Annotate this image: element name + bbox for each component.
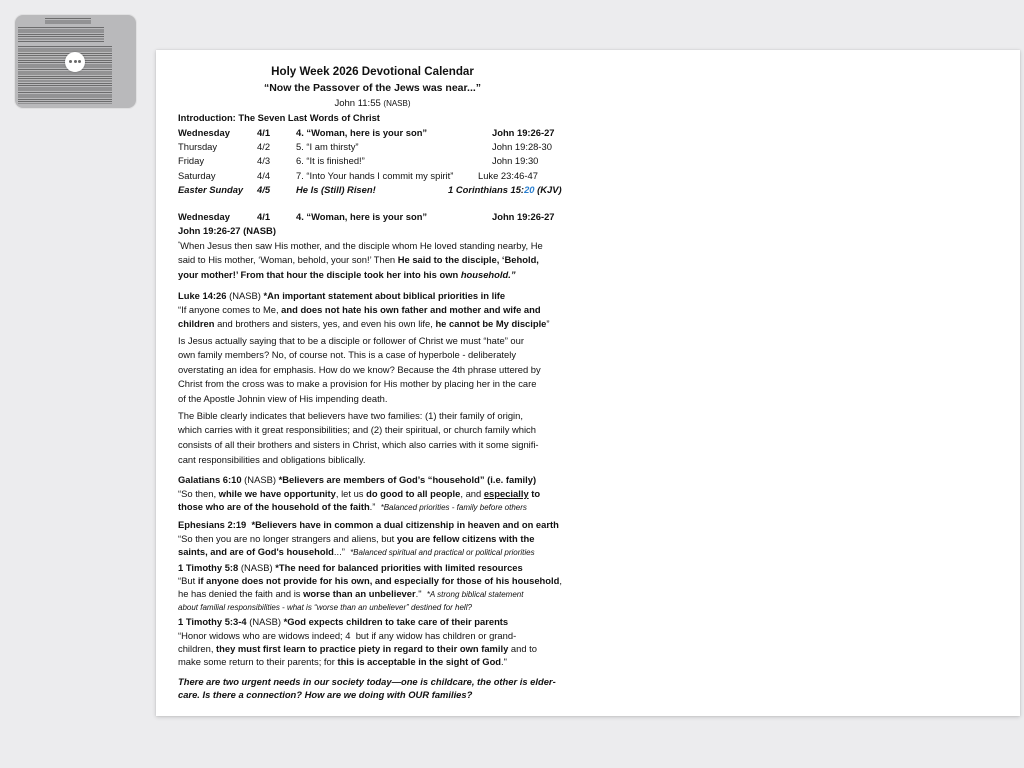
text-run: *God expects children to take care of their parents: [283, 616, 509, 628]
text-line: [178, 675, 567, 688]
text-line: [178, 629, 567, 642]
calendar-word: 4. “Woman, here is your son”: [296, 126, 428, 138]
calendar-day: Wednesday: [178, 126, 230, 138]
text-line: [178, 438, 567, 453]
text-run: ...”: [333, 546, 351, 558]
text-run: (NASB): [246, 616, 284, 628]
text-line: [178, 409, 567, 424]
document-page: [156, 50, 1020, 716]
section-passage-john-19-26-27: [178, 239, 567, 283]
text-run: especially: [483, 487, 529, 499]
calendar-row: [178, 126, 567, 140]
text-run: said to His mother, ‘Woman, behold, your son!’ Then: [178, 254, 398, 266]
calendar-row: [178, 154, 567, 168]
calendar-reference: John 19:26-27: [492, 126, 555, 138]
text-line: [178, 317, 567, 331]
text-run: of the Apostle Johnin view of His impending death.: [178, 392, 388, 404]
text-run: When Jesus then saw His mother, and the disciple whom He loved standing nearby, He: [180, 239, 543, 251]
ellipsis-icon: [68, 60, 82, 64]
calendar-reference: [448, 183, 562, 197]
calendar-day: Easter Sunday: [178, 184, 244, 196]
section-closing-question: [178, 675, 567, 701]
text-run: *An important statement about biblical priorities in life: [263, 289, 506, 301]
calendar-day: Saturday: [178, 169, 216, 181]
text-line: [178, 532, 567, 546]
text-run: and to: [508, 642, 537, 654]
text-run: Is Jesus actually saying that to be a disciple or follower of Christ we must “hate” our: [178, 334, 524, 346]
text-line: [178, 655, 567, 668]
calendar-word: He Is (Still) Risen!: [296, 184, 376, 196]
calendar-date: 4/5: [257, 184, 271, 196]
text-run: and does not hate his own father and mother and wife and: [281, 303, 541, 315]
text-run: consists of all their brothers and sisters in Christ, which also carries with it some signifi-: [178, 438, 539, 450]
document-text-column: [178, 64, 567, 702]
theme-scripture-reference: [178, 97, 567, 111]
text-line: [178, 473, 567, 487]
text-run: your mother!’ From that hour the disciple took her into his own: [178, 268, 461, 280]
text-run: household.”: [460, 268, 516, 280]
section-two-families-paragraph: [178, 409, 567, 468]
text-run: .”: [369, 501, 381, 513]
text-run: Ephesians 2:19 *Believers have in common a dual citizenship in heaven and on earth: [178, 519, 559, 531]
text-line: [178, 561, 567, 574]
text-line: [178, 392, 567, 407]
text-line: [178, 642, 567, 655]
text-run: “: [178, 240, 181, 248]
text-line: [178, 600, 567, 613]
section-hyperbole-paragraph: [178, 334, 567, 407]
text-run: children: [178, 317, 215, 329]
text-line: [178, 334, 567, 349]
page-thumbnail[interactable]: [15, 15, 136, 108]
text-run: and brothers and sisters, yes, and even his own life,: [214, 317, 436, 329]
text-run: The Bible clearly indicates that believers have two families: (1) their family of origin,: [178, 409, 523, 421]
text-line: [178, 574, 567, 587]
calendar-day: Friday: [178, 155, 205, 167]
text-line: [178, 363, 567, 378]
section-ephesians-2-19: [178, 518, 567, 559]
thumbnail-table-preview: [18, 27, 104, 43]
text-line: [178, 377, 567, 392]
text-run: *Balanced priorities - family before others: [380, 503, 527, 513]
thumbnail-menu-button[interactable]: [65, 52, 85, 72]
calendar-date: 4/2: [257, 140, 271, 152]
calendar-row: [178, 183, 567, 197]
calendar-word: 5. “I am thirsty”: [296, 140, 359, 152]
text-run: Galatians 6:10: [178, 474, 242, 486]
text-run: overstating an idea for emphasis. How do we know? Because the 4th phrase uttered by: [178, 363, 541, 375]
text-run: to: [528, 487, 541, 499]
text-run: Christ from the cross was to make a provision for His mother by placing her in the care: [178, 378, 537, 390]
ref-verse-highlight: 20: [524, 184, 535, 196]
text-line: [178, 587, 567, 600]
today-word: 4. “Woman, here is your son”: [296, 210, 428, 222]
text-run: they must first learn to practice piety in regard to their own family: [216, 642, 509, 654]
calendar-date: 4/4: [257, 169, 271, 181]
text-run: make some return to their parents; for: [178, 656, 338, 668]
text-run: this is acceptable in the sight of God: [337, 656, 502, 668]
text-run: .": [415, 588, 427, 600]
text-run: (NASB): [238, 562, 276, 574]
text-line: [178, 348, 567, 363]
section-galatians-6-10: [178, 473, 567, 514]
text-line: [178, 303, 567, 317]
text-run: ”: [546, 317, 550, 329]
calendar-word: 6. “It is finished!”: [296, 155, 365, 167]
text-line: [178, 423, 567, 438]
text-run: *The need for balanced priorities with limited resources: [275, 562, 523, 574]
reading-reference-heading: John 19:26-27 (NASB): [178, 225, 276, 237]
text-line: [178, 289, 567, 303]
text-run: 1 Timothy 5:8: [178, 562, 239, 574]
text-run: “But: [178, 575, 198, 587]
text-run: worse than an unbeliever: [303, 588, 416, 600]
text-run: those who are of the household of the faith: [178, 501, 370, 513]
thumbnail-title-preview: [45, 18, 91, 25]
text-run: cant responsibilities and obligations biblically.: [178, 453, 366, 465]
document-subtitle: “Now the Passover of the Jews was near...”: [263, 82, 482, 94]
text-run: care. Is there a connection? How are we doing with OUR families?: [178, 689, 473, 701]
text-run: 1 Timothy 5:3-4: [178, 616, 247, 628]
calendar-date: 4/3: [257, 155, 271, 167]
calendar-date: 4/1: [257, 126, 271, 138]
ref-book: 1 Corinthians 15:: [448, 184, 525, 196]
section-1-timothy-5-3-4: [178, 615, 567, 669]
text-run: *A strong biblical statement: [426, 590, 524, 600]
text-line: [178, 487, 567, 501]
todays-reading-row: [178, 210, 567, 224]
today-date: 4/1: [257, 210, 271, 222]
text-line: [178, 518, 567, 532]
text-line: [178, 253, 567, 268]
document-title: Holy Week 2026 Devotional Calendar: [271, 65, 474, 78]
text-line: [178, 453, 567, 468]
ref-version: (KJV): [534, 184, 562, 196]
theme-version: (NASB): [383, 99, 411, 108]
today-reference: John 19:26-27: [492, 210, 555, 222]
today-day: Wednesday: [178, 210, 230, 222]
text-run: about familial responsibilities - what is “worse than an unbeliever” destined for hell?: [178, 603, 472, 613]
text-run: own family members? No, of course not. This is a case of hyperbole - deliberately: [178, 349, 517, 361]
intro-heading: Introduction: The Seven Last Words of Christ: [178, 112, 380, 123]
text-run: if anyone does not provide for his own, and especially for those of his household: [197, 575, 560, 587]
text-run: ,: [559, 575, 562, 587]
calendar-reference: Luke 23:46-47: [478, 169, 538, 181]
text-run: Luke 14:26: [178, 289, 227, 301]
calendar-day: Thursday: [178, 140, 218, 152]
text-run: He said to the disciple, ‘Behold,: [397, 254, 539, 266]
text-line: [178, 688, 567, 701]
text-run: (NASB): [226, 289, 264, 301]
calendar-row: [178, 169, 567, 183]
text-run: , and: [460, 487, 484, 499]
text-run: “Honor widows who are widows indeed; 4 but if any widow has children or grand-: [178, 629, 517, 641]
text-run: while we have opportunity: [218, 487, 336, 499]
text-run: “So then,: [178, 487, 219, 499]
text-line: [178, 545, 567, 559]
calendar-reference: John 19:30: [492, 155, 539, 167]
calendar-word: 7. “Into Your hands I commit my spirit”: [296, 169, 454, 181]
text-line: [178, 615, 567, 628]
text-run: “So then you are no longer strangers and aliens, but: [178, 532, 397, 544]
calendar-row: [178, 140, 567, 154]
text-run: which carries with it great responsibilities; and (2) their spiritual, or church family which: [178, 424, 536, 436]
text-run: (NASB): [241, 474, 279, 486]
text-run: you are fellow citizens with the: [396, 532, 535, 544]
devotional-body: [178, 239, 567, 702]
calendar-table: [178, 126, 567, 198]
section-1-timothy-5-8: [178, 561, 567, 613]
text-run: There are two urgent needs in our society today—one is childcare, the other is elder-: [178, 676, 556, 688]
text-run: saints, and are of God's household: [178, 546, 334, 558]
text-line: [178, 268, 567, 283]
text-run: do good to all people: [366, 487, 461, 499]
text-line: [178, 500, 567, 514]
text-run: “If anyone comes to Me,: [178, 303, 282, 315]
text-run: *Believers are members of God’s “household” (i.e. family): [278, 474, 537, 486]
text-run: *Balanced spiritual and practical or political priorities: [350, 548, 535, 558]
text-run: children,: [178, 642, 217, 654]
thumbnail-body-preview: [18, 46, 112, 104]
text-run: he has denied the faith and is: [178, 588, 304, 600]
calendar-reference: John 19:28-30: [492, 140, 552, 152]
theme-ref: John 11:55: [334, 98, 381, 109]
text-run: , let us: [335, 487, 367, 499]
text-run: he cannot be My disciple: [435, 317, 547, 329]
text-run: .": [501, 656, 507, 668]
text-line: [178, 239, 567, 254]
section-luke-14-26: [178, 289, 567, 331]
